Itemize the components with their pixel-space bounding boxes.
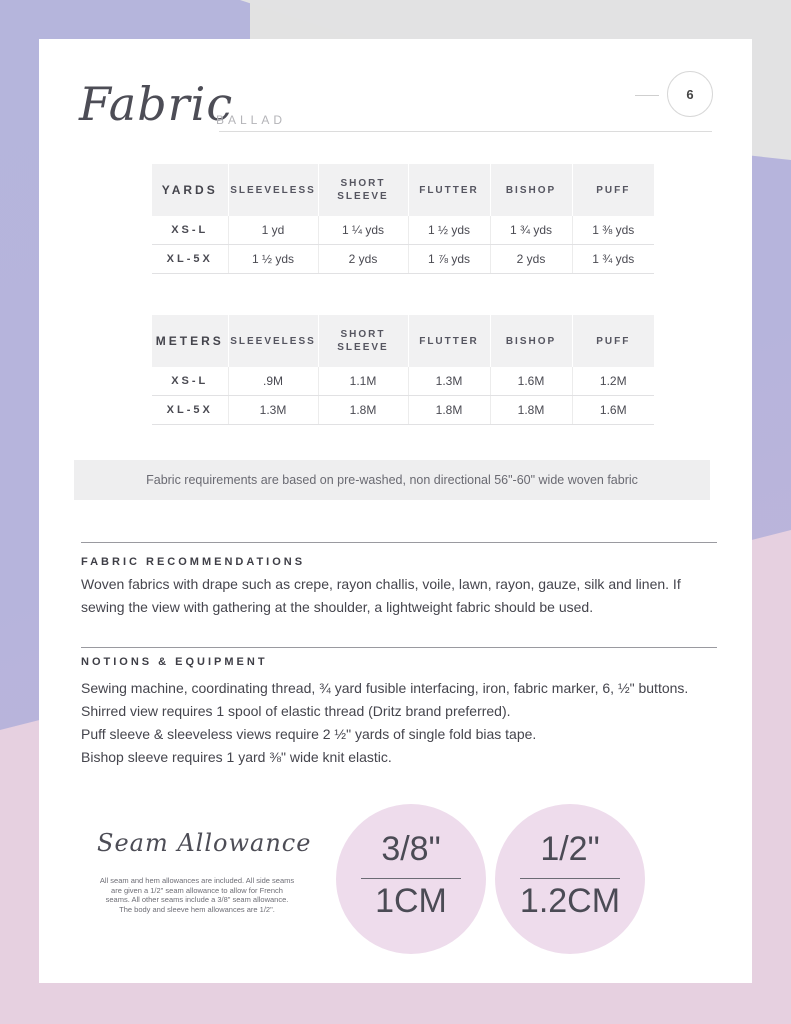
table-cell: 1.6M [572,396,654,425]
header-divider [219,131,712,132]
table-cell: 2 yds [318,245,408,274]
table-header-row [152,164,654,216]
notions-body [81,677,741,769]
seam-circle-rule [520,878,620,879]
section-divider [81,542,717,543]
notions-line: Sewing machine, coordinating thread, ¾ yard fusible interfacing, iron, fabric marker, 6, ½" buttons. [81,680,689,696]
header-dash [635,95,659,96]
table-header-cell: SLEEVELESS [228,315,318,367]
table-header-cell: METERS [152,315,228,367]
seam-circle-3-8 [336,804,486,954]
table-cell: 1.6M [490,367,572,396]
table-cell: 1.3M [408,367,490,396]
seam-circle-metric: 1.2CM [519,882,621,920]
table-header-cell: FLUTTER [408,164,490,216]
yards-table [152,164,654,274]
page-number: 6 [667,71,713,117]
notions-line: Shirred view requires 1 spool of elastic thread (Dritz brand preferred). [81,703,511,719]
table-cell: 1.8M [408,396,490,425]
table-header-cell: PUFF [572,164,654,216]
notions-line: Puff sleeve & sleeveless views require 2 ½" yards of single fold bias tape. [81,726,537,742]
table-cell: 1 yd [228,216,318,245]
table-header-row [152,315,654,367]
table-cell: 1.1M [318,367,408,396]
seam-circle-rule [361,878,461,879]
pattern-name: BALLAD [216,113,287,127]
table-cell: 1 ½ yds [408,216,490,245]
table-header-cell: FLUTTER [408,315,490,367]
table-cell: XS-L [152,367,228,396]
table-row [152,367,654,396]
section-divider [81,647,717,648]
table-row [152,216,654,245]
seam-allowance-title: Seam Allowance [97,829,312,857]
seam-circle-inches: 1/2" [540,830,600,868]
table-cell: 1 ¾ yds [572,245,654,274]
table-header-cell: YARDS [152,164,228,216]
fabric-recommendations-body [81,573,721,619]
table-cell: XS-L [152,216,228,245]
seam-circle-1-2 [495,804,645,954]
table-row [152,396,654,425]
document-page [39,39,752,983]
table-header-cell: SLEEVELESS [228,164,318,216]
notions-line: Bishop sleeve requires 1 yard ⅜" wide knit elastic. [81,749,392,765]
table-header-cell: BISHOP [490,315,572,367]
notions-heading: NOTIONS & EQUIPMENT [81,656,268,668]
table-header-cell: SHORT SLEEVE [318,315,408,367]
seam-circle-inches: 3/8" [381,830,441,868]
table-cell: 1.2M [572,367,654,396]
seam-allowance-text: All seam and hem allowances are included. All side seams are given a 1/2" seam allowance to allow for French seams. All other seams include a 3/8" seam allowance. The body and sleeve hem allowances are 1/2". [99,876,295,914]
table-cell: 2 yds [490,245,572,274]
table-header-cell: BISHOP [490,164,572,216]
table-cell: XL-5X [152,245,228,274]
table-row [152,245,654,274]
table-cell: XL-5X [152,396,228,425]
table-cell: 1.8M [490,396,572,425]
fabric-recommendations-heading: FABRIC RECOMMENDATIONS [81,556,306,568]
table-cell: 1 ½ yds [228,245,318,274]
table-cell: 1 ¼ yds [318,216,408,245]
seam-circle-metric: 1CM [375,882,447,920]
fabric-recommendations-text: Woven fabrics with drape such as crepe, rayon challis, voile, lawn, rayon, gauze, silk and linen. If sewing the view with gathering at the shoulder, a lightweight fabric should be used. [81,576,681,615]
table-cell: 1.8M [318,396,408,425]
fabric-note: Fabric requirements are based on pre-washed, non directional 56"-60" wide woven fabric [74,460,710,500]
meters-table [152,315,654,425]
table-cell: 1 ⅜ yds [572,216,654,245]
table-header-cell: PUFF [572,315,654,367]
table-cell: 1 ⅞ yds [408,245,490,274]
table-cell: .9M [228,367,318,396]
table-cell: 1.3M [228,396,318,425]
page-title: Fabric [79,77,234,131]
table-cell: 1 ¾ yds [490,216,572,245]
table-header-cell: SHORT SLEEVE [318,164,408,216]
